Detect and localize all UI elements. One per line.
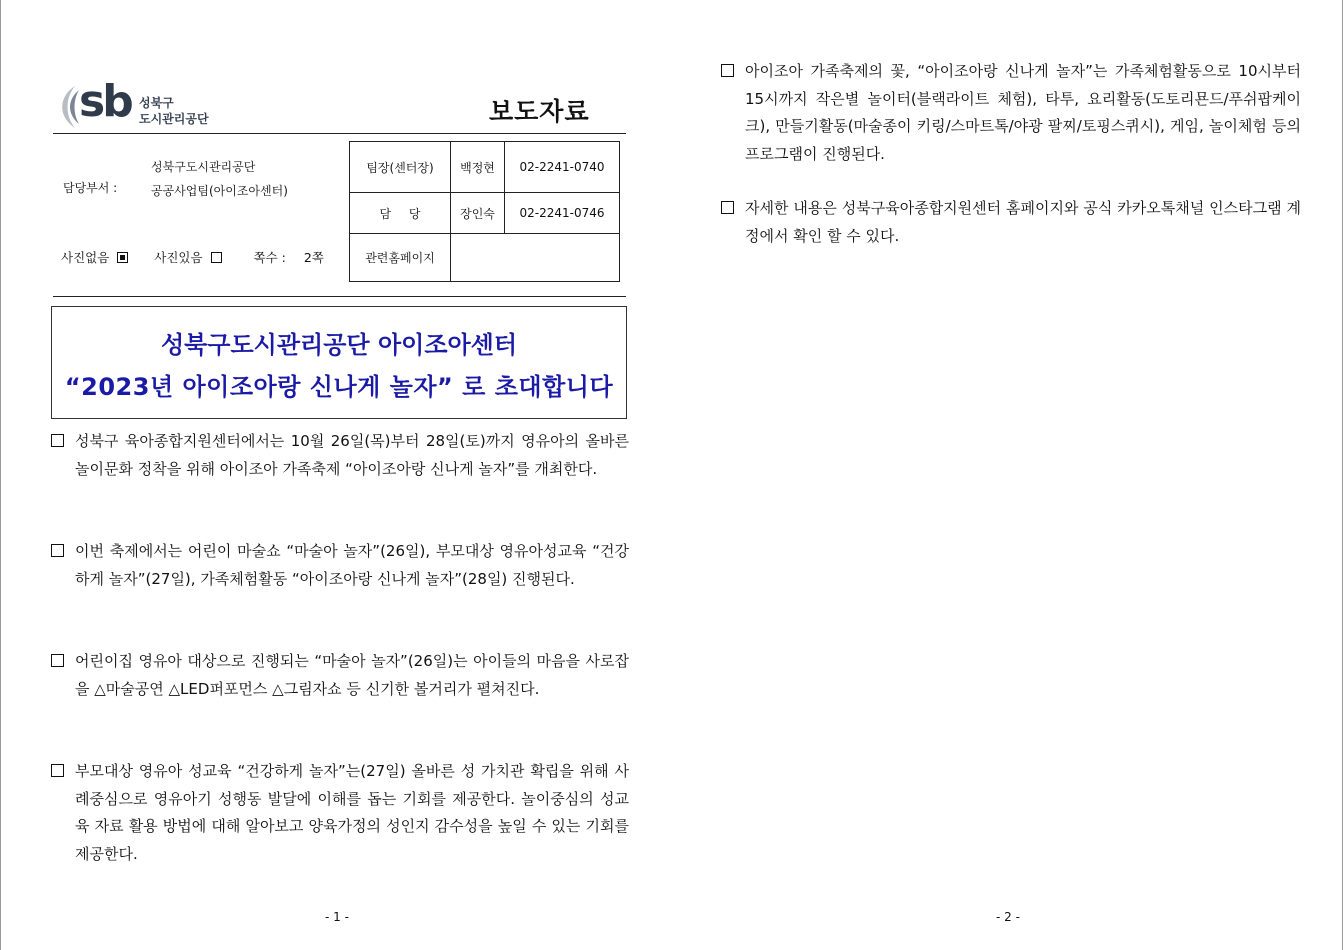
- bullet-box-icon: [51, 654, 64, 667]
- contact-role: 팀장(센터장): [350, 142, 451, 193]
- with-photo-label: 사진있음: [154, 250, 203, 265]
- no-photo-label: 사진없음: [61, 250, 110, 265]
- logo-text: [139, 95, 209, 127]
- contact-name: 백정현: [451, 142, 505, 193]
- logo-text-line1: 성북구: [139, 96, 174, 110]
- headline-box: [51, 306, 627, 419]
- paragraph-text: 성북구 육아종합지원센터에서는 10월 26일(목)부터 28일(토)까지 영유아의 올바른 놀이문화 정착을 위해 아이조아 가족축제 “아이조아랑 신나게 놀자”를 개최한다.: [75, 432, 629, 478]
- paragraph-text: 자세한 내용은 성북구육아종합지원센터 홈페이지와 공식 카카오톡채널 인스타그램 계정에서 확인 할 수 있다.: [745, 199, 1301, 245]
- paragraph-text: 아이조아 가족축제의 꽃, “아이조아랑 신나게 놀자”는 가족체험활동으로 10시부터 15시까지 작은별 놀이터(블랙라이트 체험), 타투, 요리활동(도토리묜드/푸쉬팝케이크), 만들기활동(마술종이 키링/스마트톡/야광 팔찌/토핑스퀴시), 게임, 놀이체험 등의 프로그램이 진행된다.: [745, 62, 1301, 163]
- logo-text-line2: 도시관리공단: [139, 112, 209, 126]
- bullet-box-icon: [721, 64, 734, 77]
- contact-row: [350, 234, 620, 282]
- contact-name: 장인숙: [451, 193, 505, 234]
- header-rule-bottom: [53, 296, 626, 297]
- agency-logo: [53, 76, 213, 132]
- related-homepage-value: [451, 234, 620, 282]
- contact-role: 담 당: [350, 193, 451, 234]
- bullet-box-icon: [51, 544, 64, 557]
- no-photo-checkbox: [117, 252, 128, 263]
- body-paragraph: [721, 195, 1301, 250]
- contact-table: [349, 141, 620, 282]
- with-photo-checkbox: [211, 252, 222, 263]
- department-label: 담당부서 :: [63, 181, 118, 195]
- headline-line1: 성북구도시관리공단 아이조아센터: [160, 331, 518, 359]
- contact-row: [350, 193, 620, 234]
- department-team: 공공사업팀(아이조아센터): [151, 184, 288, 198]
- page-number: - 1 -: [325, 910, 349, 924]
- paragraph-text: 부모대상 영유아 성교육 “건강하게 놀자”는(27일) 올바른 성 가치관 확립을 위해 사례중심으로 영유아기 성행동 발달에 이해를 돕는 기회를 제공한다. 놀이중심의 성교육 자료 활용 방법에 대해 알아보고 양육가정의 성인지 감수성을 높일 수 있는 기회를 제공한다.: [75, 762, 629, 863]
- page-count-label: 쪽수 :: [253, 250, 286, 265]
- press-release-title: 보도자료: [489, 97, 590, 126]
- logo-mark: sb: [79, 76, 131, 127]
- body-paragraph: [51, 538, 629, 593]
- bullet-box-icon: [51, 764, 64, 777]
- department-name: 성북구도시관리공단: [151, 160, 256, 174]
- headline-line2: “2023년 아이조아랑 신나게 놀자” 로 초대합니다: [64, 373, 614, 401]
- bullet-box-icon: [721, 201, 734, 214]
- paragraph-text: 어린이집 영유아 대상으로 진행되는 “마술아 놀자”(26일)는 아이들의 마음을 사로잡을 △마술공연 △LED퍼포먼스 △그림자쇼 등 신기한 볼거리가 펼쳐진다.: [75, 652, 629, 698]
- contact-role: 관련홈페이지: [350, 234, 451, 282]
- contact-phone: 02-2241-0746: [505, 193, 620, 234]
- body-paragraph: [51, 428, 629, 483]
- body-paragraph: [51, 758, 629, 868]
- page-number: - 2 -: [996, 910, 1020, 924]
- body-paragraph: [721, 58, 1301, 168]
- header-rule-top: [53, 133, 626, 134]
- contact-phone: 02-2241-0740: [505, 142, 620, 193]
- contact-row: [350, 142, 620, 193]
- paragraph-text: 이번 축제에서는 어린이 마술쇼 “마술아 놀자”(26일), 부모대상 영유아성교육 “건강하게 놀자”(27일), 가족체험활동 “아이조아랑 신나게 놀자”(28일) 진행된다.: [75, 542, 629, 588]
- photo-info-line: [61, 248, 324, 266]
- body-paragraph: [51, 648, 629, 703]
- page-count-value: 2쪽: [303, 250, 324, 265]
- bullet-box-icon: [51, 434, 64, 447]
